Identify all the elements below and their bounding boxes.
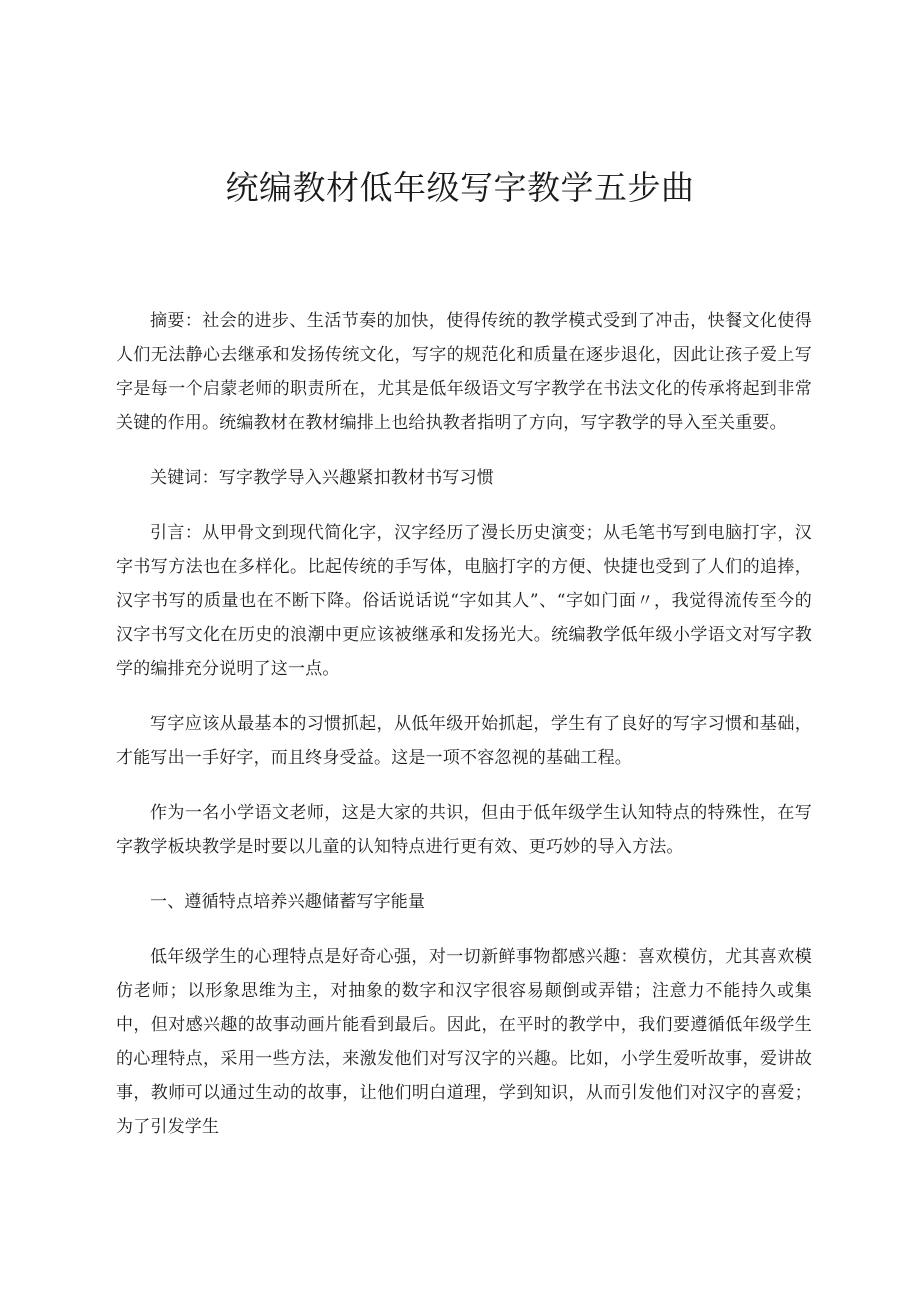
abstract-paragraph: 摘要：社会的进步、生活节奏的加快，使得传统的教学模式受到了冲击，快餐文化使得人们无法静心去继承和发扬传统文化，写字的规范化和质量在逐步退化，因此让孩子爱上写字是每一个启蒙老师的职责所在，尤其是低年级语文写字教学在书法文化的传承将起到非常关键的作用。统编教材在教材编排上也给执教者指明了方向，写字教学的导入至关重要。 (116, 311, 812, 433)
document-body (116, 304, 812, 1165)
body-paragraph: 写字应该从最基本的习惯抓起，从低年级开始抓起，学生有了良好的写字习惯和基础，才能写出一手好字，而且终身受益。这是一项不容忽视的基础工程。 (116, 714, 812, 768)
keywords-paragraph: 关键词：写字教学导入兴趣紧扣教材书写习惯 (150, 468, 494, 488)
body-paragraph: 作为一名小学语文老师，这是大家的共识，但由于低年级学生认知特点的特殊性，在写字教学板块教学是时要以儿童的认知特点进行更有效、更巧妙的导入方法。 (116, 803, 812, 857)
introduction-paragraph: 引言：从甲骨文到现代简化字，汉字经历了漫长历史演变；从毛笔书写到电脑打字，汉字书写方法也在多样化。比起传统的手写体，电脑打字的方便、快捷也受到了人们的追捧，汉字书写的质量也在不断下降。俗话说话说“字如其人”、“字如门面〃，我觉得流传至今的汉字书写文化在历史的浪潮中更应该被继承和发扬光大。统编教学低年级小学语文对写字教学的编排充分说明了这一点。 (116, 523, 812, 679)
document-title: 统编教材低年级写字教学五步曲 (225, 168, 695, 207)
body-paragraph: 低年级学生的心理特点是好奇心强，对一切新鲜事物都感兴趣：喜欢模仿，尤其喜欢模仿老师；以形象思维为主，对抽象的数字和汉字很容易颠倒或弄错；注意力不能持久或集中，但对感兴趣的故事动画片能看到最后。因此，在平时的教学中，我们要遵循低年级学生的心理特点，采用一些方法，来激发他们对写汉字的兴趣。比如，小学生爱听故事，爱讲故事，教师可以通过生动的故事，让他们明白道理，学到知识，从而引发他们对汉字的喜爱；为了引发学生 (116, 947, 812, 1137)
section-heading: 一、遵循特点培养兴趣储蓄写字能量 (150, 892, 426, 912)
